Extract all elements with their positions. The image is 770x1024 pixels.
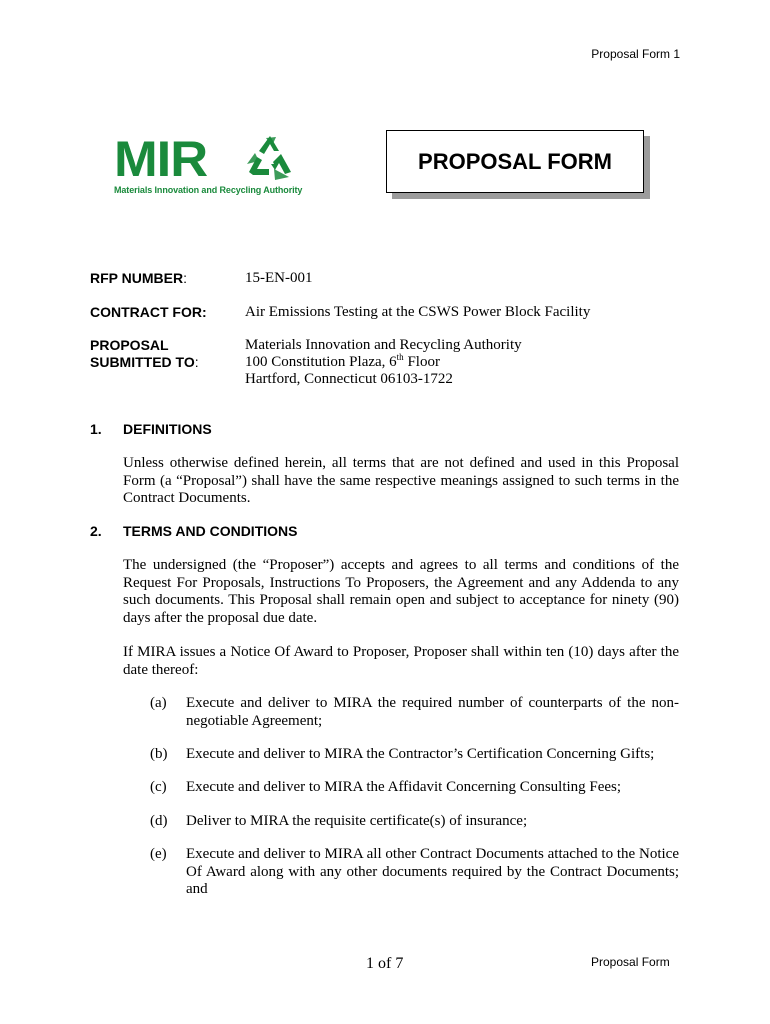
item-a-text: Execute and deliver to MIRA the required number of counterparts of the non-negotiable Agreement; bbox=[186, 695, 679, 729]
page-title: PROPOSAL FORM bbox=[418, 148, 612, 174]
submitted-to-label: PROPOSAL SUBMITTED TO: bbox=[90, 337, 199, 370]
section-2-number: 2. bbox=[90, 523, 102, 539]
item-a-letter: (a) bbox=[150, 695, 167, 711]
address-line2: 100 Constitution Plaza, 6th Floor bbox=[245, 352, 440, 370]
item-c-text: Execute and deliver to MIRA the Affidavit Concerning Consulting Fees; bbox=[186, 779, 622, 795]
section-1-number: 1. bbox=[90, 421, 102, 437]
footer-form-label: Proposal Form bbox=[591, 955, 670, 969]
rfp-number-value: 15-EN-001 bbox=[245, 270, 313, 286]
section-1-body: Unless otherwise defined herein, all terms that are not defined and used in this Proposal Form (a “Proposal”) shall have the same respective meanings assigned to such terms in the Contract Documents. bbox=[123, 455, 679, 506]
contract-for-value: Air Emissions Testing at the CSWS Power Block Facility bbox=[245, 304, 591, 320]
rfp-number-label: RFP NUMBER: bbox=[90, 270, 187, 286]
section-2-body2: If MIRA issues a Notice Of Award to Proposer, Proposer shall within ten (10) days after the date thereof: bbox=[123, 644, 679, 678]
section-1-title: DEFINITIONS bbox=[123, 421, 212, 437]
mira-logo bbox=[114, 131, 304, 198]
header-form-label: Proposal Form 1 bbox=[591, 47, 680, 61]
item-b-letter: (b) bbox=[150, 746, 168, 762]
contract-for-label: CONTRACT FOR: bbox=[90, 304, 207, 320]
item-e-text: Execute and deliver to MIRA all other Contract Documents attached to the Notice Of Award along with any other documents required by the Contract Documents; and bbox=[186, 846, 679, 897]
logo-subtitle: Materials Innovation and Recycling Authority bbox=[114, 185, 303, 195]
section-2-body: The undersigned (the “Proposer”) accepts and agrees to all terms and conditions of the Request For Proposals, Instructions To Proposers, the Agreement and any Addenda to any such documents. This Proposal shall remain open and subject to acceptance for ninety (90) days after the proposal due date. bbox=[123, 557, 679, 626]
section-2-title: TERMS AND CONDITIONS bbox=[123, 523, 298, 539]
item-d-text: Deliver to MIRA the requisite certificate(s) of insurance; bbox=[186, 813, 528, 829]
title-box bbox=[386, 130, 644, 193]
page-number: 1 of 7 bbox=[366, 955, 404, 972]
recycle-icon bbox=[245, 134, 295, 182]
logo-wordmark: MIR bbox=[114, 131, 208, 187]
address-line3: Hartford, Connecticut 06103-1722 bbox=[245, 371, 453, 387]
item-c-letter: (c) bbox=[150, 779, 167, 795]
item-d-letter: (d) bbox=[150, 813, 168, 829]
submitted-to-address bbox=[245, 337, 522, 388]
item-b-text: Execute and deliver to MIRA the Contractor’s Certification Concerning Gifts; bbox=[186, 746, 655, 762]
item-e-letter: (e) bbox=[150, 846, 167, 862]
address-line1: Materials Innovation and Recycling Authority bbox=[245, 337, 522, 353]
